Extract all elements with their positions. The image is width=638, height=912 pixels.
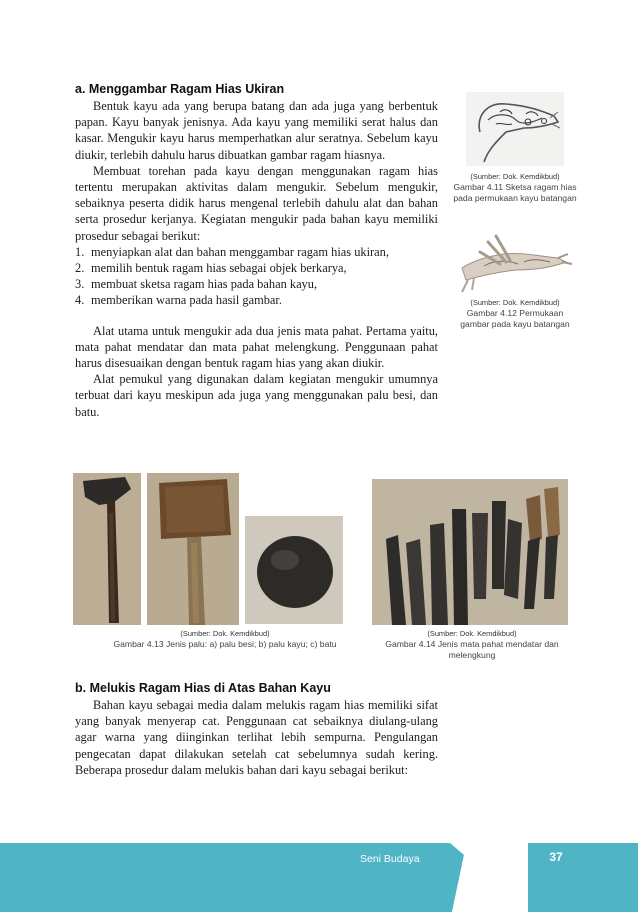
figure-source: (Sumber: Dok. Kemdikbud) bbox=[470, 172, 560, 181]
list-item: 2. memilih bentuk ragam hias sebagai objek berkarya, bbox=[75, 261, 347, 276]
section-b-heading: b. Melukis Ragam Hias di Atas Bahan Kayu bbox=[75, 681, 331, 695]
section-b-body bbox=[75, 697, 438, 778]
figure-title: Gambar 4.14 Jenis mata pahat mendatar dan melengkung bbox=[385, 639, 559, 660]
paragraph: Bahan kayu sebagai media dalam melukis ragam hias memiliki sifat yang banyak menyerap cat. Penggunaan cat sebaiknya diulang-ulang agar warna yang diinginkan terlihat lebih sempurna. Pengulangan pengecatan dapat dilakukan setelah cat sebelumnya sudah kering. Beberapa prosedur dalam melukis bahan dari kayu sebagai berikut: bbox=[75, 698, 438, 777]
figure-4-11-sketch-image bbox=[466, 92, 564, 166]
iron-hammer-image bbox=[73, 473, 141, 625]
figure-source: (Sumber: Dok. Kemdikbud) bbox=[180, 629, 270, 638]
footer-book-title: Seni Budaya bbox=[360, 853, 420, 865]
paragraph: Bentuk kayu ada yang berupa batang dan ada juga yang berbentuk papan. Kayu banyak jenisnya. Ada kayu yang memiliki serat halus dan kasar. Mengukir kayu harus memperhatkan alur seratnya. Sebelum kayu diukir, terlebih dahulu harus dibuatkan gambar ragam hiasnya. bbox=[75, 99, 438, 162]
page-number: 37 bbox=[549, 850, 563, 864]
list-item: 1. menyiapkan alat dan bahan menggambar ragam hias ukiran, bbox=[75, 244, 389, 259]
figure-4-11-caption bbox=[452, 172, 578, 204]
paragraph: Alat pemukul yang digunakan dalam kegiatan mengukir umumnya terbuat dari kayu meskipun ada juga yang menggunakan palu besi, dan batu. bbox=[75, 372, 438, 419]
figure-title: Gambar 4.12 Permukaan gambar pada kayu batangan bbox=[460, 308, 570, 329]
figure-source: (Sumber: Dok. Kemdikbud) bbox=[470, 298, 560, 307]
procedure-list bbox=[75, 244, 438, 309]
figure-source: (Sumber: Dok. Kemdikbud) bbox=[427, 629, 517, 638]
section-a-heading: a. Menggambar Ragam Hias Ukiran bbox=[75, 82, 285, 96]
figure-4-14-caption bbox=[372, 629, 572, 661]
list-item: 4. memberikan warna pada hasil gambar. bbox=[75, 293, 282, 308]
figure-title: Gambar 4.11 Sketsa ragam hias pada permukaan kayu batangan bbox=[453, 182, 577, 203]
paragraph: Alat utama untuk mengukir ada dua jenis mata pahat. Pertama yaitu, mata pahat mendatar dan mata pahat melengkung. Penggunaan pahat harus disesuaikan dengan bentuk ragam hias yang akan diukir. bbox=[75, 323, 438, 371]
figure-4-12-wood-image bbox=[454, 222, 574, 294]
list-item: 3. membuat sketsa ragam hias pada bahan kayu, bbox=[75, 277, 318, 292]
chisels-image bbox=[372, 479, 568, 625]
section-a-body bbox=[75, 98, 438, 420]
paragraph: Membuat torehan pada kayu dengan menggunakan ragam hias tertentu merupakan aktivitas dalam mengukir. Sebelum mengukir, sebaiknya peserta didik harus mengenal terlebih dahulu alat dan bahan serta prosedur kerjanya. Kegiatan mengukir pada bahan kayu memiliki prosedur sebagai berikut: bbox=[75, 163, 438, 243]
figure-4-12-caption bbox=[452, 298, 578, 330]
figure-4-13-caption bbox=[80, 629, 370, 650]
stone-image bbox=[245, 516, 343, 624]
wooden-mallet-image bbox=[147, 473, 239, 625]
figure-title: Gambar 4.13 Jenis palu: a) palu besi; b) palu kayu; c) batu bbox=[113, 639, 337, 649]
